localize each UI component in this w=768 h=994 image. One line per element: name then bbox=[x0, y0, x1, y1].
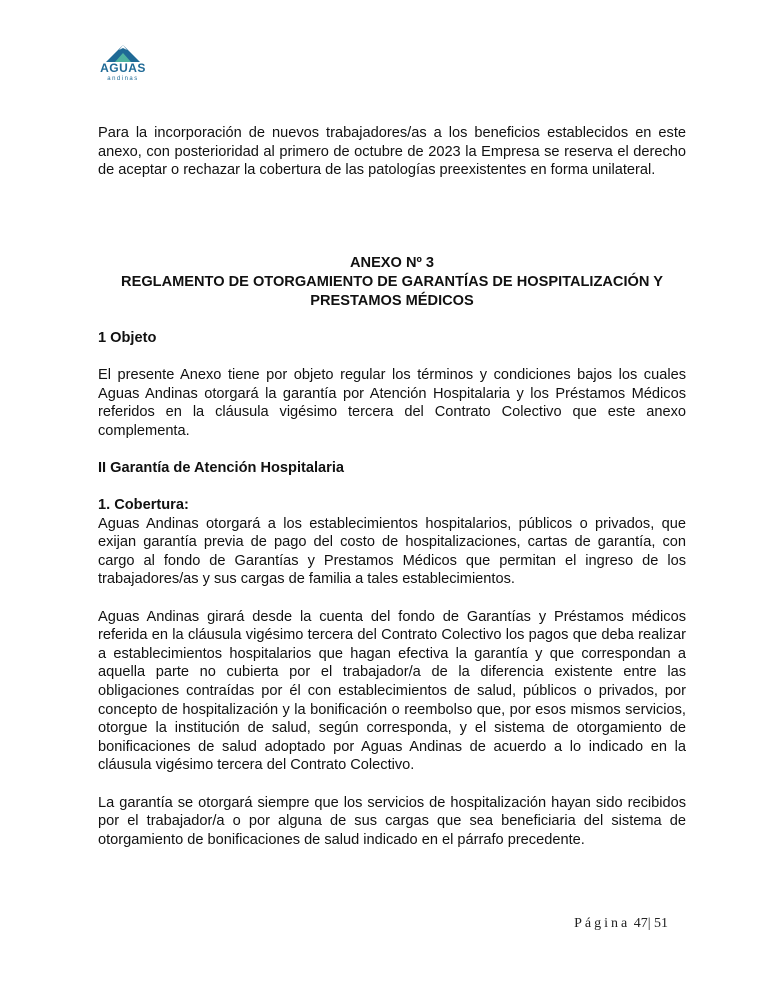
document-body bbox=[98, 124, 686, 849]
company-logo bbox=[98, 44, 148, 90]
cobertura-paragraph-2: Aguas Andinas girará desde la cuenta del fondo de Garantías y Préstamos médicos referida en la cláusula vigésimo tercera del Contrato Colectivo los pagos que deba realizar a establecimientos hospitalarios que hagan efectiva la garantía y que correspondan a aquella parte no cubierta por el trabajador/a de la diferencia existente entre las obligaciones contraídas por él con establecimientos de salud, públicos o privados, por concepto de hospitalización y la bonificación o reembolso que, por esos mismos servicios, otorgue la institución de salud, según corresponda, y el sistema de otorgamiento de bonificaciones de salud adoptado por Aguas Andinas de acuerdo a lo indicado en la cláusula vigésimo tercera del Contrato Colectivo. bbox=[98, 608, 686, 774]
logo-subtitle: andinas bbox=[107, 76, 139, 82]
page-separator: | bbox=[647, 916, 651, 931]
section-1-heading: 1 Objeto bbox=[98, 329, 157, 346]
cobertura-subheading: 1. Cobertura: bbox=[98, 497, 189, 514]
section-2-heading: II Garantía de Atención Hospitalaria bbox=[98, 459, 344, 476]
page-number: 47 bbox=[633, 916, 648, 931]
page-label: Página bbox=[574, 916, 631, 931]
page-footer bbox=[574, 916, 668, 932]
logo-name: AGUAS bbox=[100, 61, 146, 75]
annex-title: REGLAMENTO DE OTORGAMIENTO DE GARANTÍAS DE HOSPITALIZACIÓN Y PRESTAMOS MÉDICOS bbox=[121, 273, 663, 309]
cobertura-paragraph-3: La garantía se otorgará siempre que los servicios de hospitalización hayan sido recibidos por el trabajador/a o por alguna de sus cargas que sea beneficiaria del sistema de otorgamiento de bonificaciones de salud indicado en el párrafo precedente. bbox=[98, 794, 686, 848]
section-1-body: El presente Anexo tiene por objeto regular los términos y condiciones bajos los cuales Aguas Andinas otorgará la garantía por Atención Hospitalaria y los Préstamos Médicos referidos en la cláusula vigésimo tercera del Contrato Colectivo que este anexo complementa. bbox=[98, 366, 686, 439]
annex-number: ANEXO Nº 3 bbox=[350, 255, 434, 272]
intro-paragraph: Para la incorporación de nuevos trabajadores/as a los beneficios establecidos en este anexo, con posterioridad al primero de octubre de 2023 la Empresa se reserva el derecho de aceptar o rechazar la cobertura de las patologías preexistentes en forma unilateral. bbox=[98, 125, 686, 179]
page-total: 51 bbox=[654, 916, 668, 931]
cobertura-paragraph-1: Aguas Andinas otorgará a los establecimientos hospitalarios, públicos o privados, que exijan garantía previa de pago del costo de hospitalizaciones, cartas de garantía, con cargo al fondo de Garantías y Prestamos Médicos que permitan el ingreso de los trabajadores/as y sus cargas de familia a tales establecimientos. bbox=[98, 515, 686, 588]
mountain-logo-icon bbox=[106, 44, 140, 62]
